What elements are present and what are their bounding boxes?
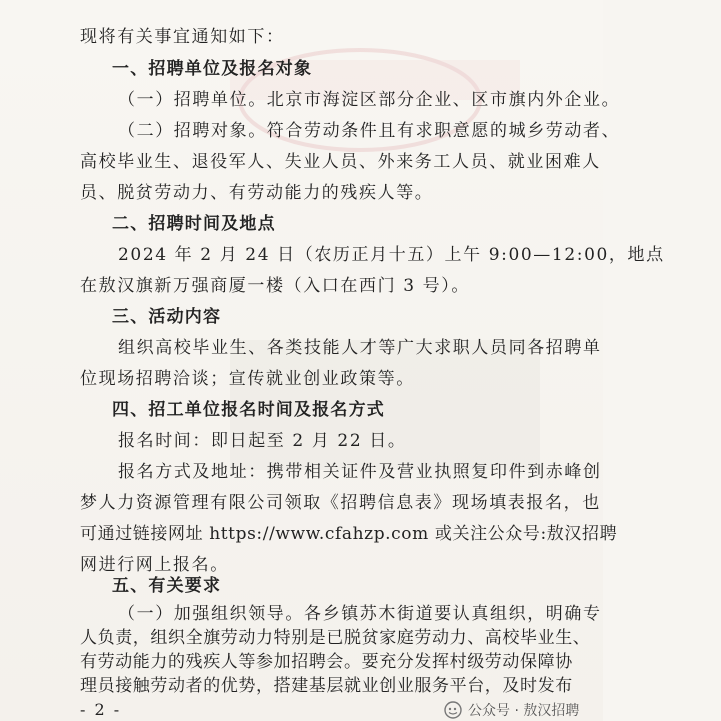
section-heading-5: 五、有关要求 xyxy=(112,576,222,596)
text-line: 2024 年 2 月 24 日（农历正月十五）上午 9:00—12:00，地点 xyxy=(118,245,665,265)
text-line: 理员接触劳动者的优势，搭建基层就业创业服务平台，及时发布 xyxy=(80,676,573,696)
text-line: 报名时间：即日起至 2 月 22 日。 xyxy=(118,431,407,451)
text-line: 高校毕业生、退役军人、失业人员、外来务工人员、就业困难人 xyxy=(80,152,601,172)
text-line: 报名方式及地址：携带相关证件及营业执照复印件到赤峰创 xyxy=(118,462,602,482)
page-number: - 2 - xyxy=(80,700,122,719)
text-line-intro: 现将有关事宜通知如下： xyxy=(80,27,285,47)
section-heading-2: 二、招聘时间及地点 xyxy=(112,214,276,234)
text-line: 可通过链接网址 https://www.cfahzp.com 或关注公众号:敖汉招聘 xyxy=(80,524,618,544)
text-line: 梦人力资源管理有限公司领取《招聘信息表》现场填表报名，也 xyxy=(80,493,601,513)
text-line: （一）加强组织领导。各乡镇苏木街道要认真组织，明确专 xyxy=(118,604,602,624)
text-line: 在敖汉旗新万强商厦一楼（入口在西门 3 号）。 xyxy=(80,276,470,296)
text-line: 位现场招聘洽谈；宣传就业创业政策等。 xyxy=(80,369,415,389)
text-line: 有劳动能力的残疾人等参加招聘会。要充分发挥村级劳动保障协 xyxy=(80,652,573,672)
section-heading-3: 三、活动内容 xyxy=(112,307,222,327)
text-line: （二）招聘对象。符合劳动条件且有求职意愿的城乡劳动者、 xyxy=(118,121,621,141)
text-line: 组织高校毕业生、各类技能人才等广大求职人员同各招聘单 xyxy=(118,338,602,358)
section-heading-1: 一、招聘单位及报名对象 xyxy=(112,59,313,79)
wechat-official-account-icon xyxy=(444,701,462,719)
text-line: （一）招聘单位。北京市海淀区部分企业、区市旗内外企业。 xyxy=(118,90,621,110)
section-heading-4: 四、招工单位报名时间及报名方式 xyxy=(112,400,385,420)
text-line: 网进行网上报名。 xyxy=(80,555,229,575)
text-line: 员、脱贫劳动力、有劳动能力的残疾人等。 xyxy=(80,183,434,203)
watermark-text: 公众号 · 敖汉招聘 xyxy=(468,703,580,719)
watermark xyxy=(444,700,579,720)
text-line: 人负责，组织全旗劳动力特别是已脱贫家庭劳动力、高校毕业生、 xyxy=(80,628,591,648)
